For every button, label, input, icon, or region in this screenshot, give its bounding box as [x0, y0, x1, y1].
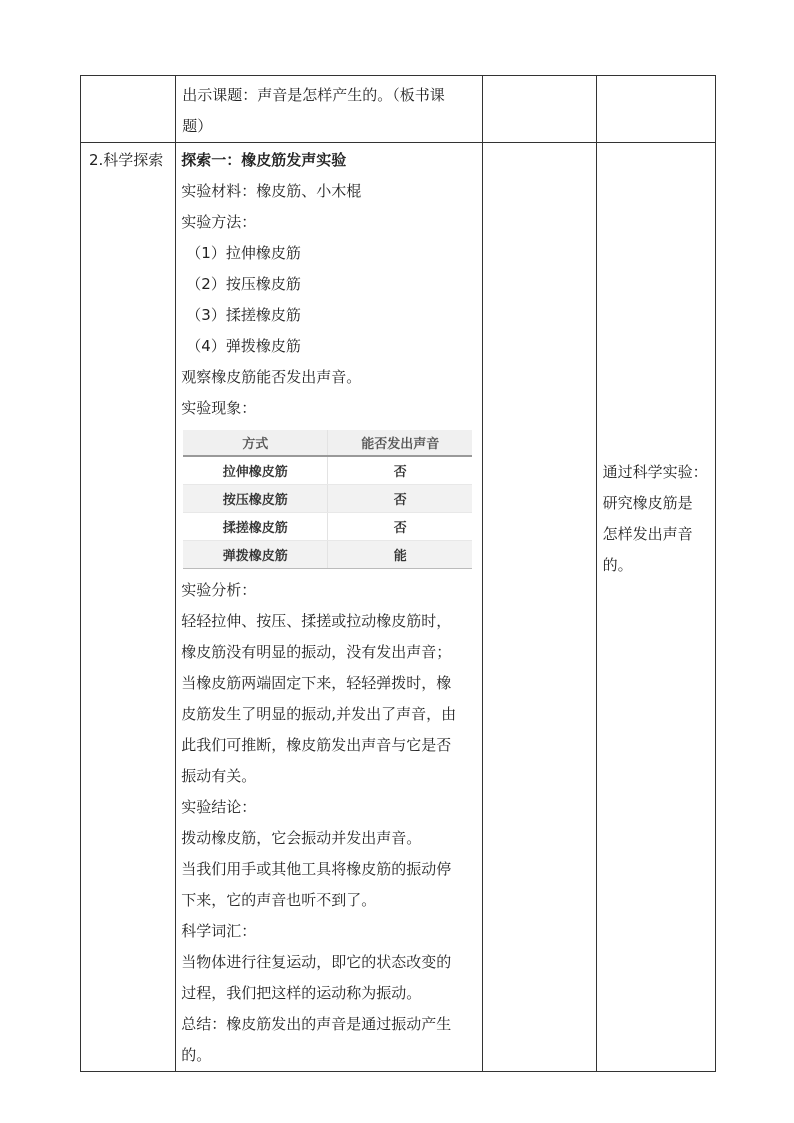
content-cell — [176, 76, 483, 143]
analysis-label: 实验分析： — [181, 581, 257, 599]
method-step: （3）揉搓橡皮筋 — [186, 306, 301, 324]
goal-line: 怎样发出声音 — [602, 525, 693, 543]
result-method-cell: 按压橡皮筋 — [183, 485, 328, 513]
conclusion-line: 拨动橡皮筋，它会振动并发出声音。 — [181, 829, 422, 847]
topic-line: 题） — [182, 117, 213, 135]
method-step: （1）拉伸橡皮筋 — [186, 244, 301, 262]
result-answer-cell: 否 — [328, 456, 473, 485]
result-table — [183, 430, 472, 569]
method-step: （2）按压橡皮筋 — [186, 275, 301, 293]
analysis-line: 橡皮筋没有明显的振动，没有发出声音； — [181, 643, 452, 661]
conclusion-line: 下来，它的声音也听不到了。 — [181, 891, 377, 909]
analysis-line: 皮筋发生了明显的振动,并发出了声音，由 — [181, 705, 457, 723]
result-row — [183, 456, 472, 485]
topic-line: 出示课题：声音是怎样产生的。（板书课 — [182, 86, 445, 104]
analysis-line: 振动有关。 — [181, 767, 257, 785]
content-cell — [176, 143, 483, 1072]
column-header: 能否发出声音 — [328, 430, 473, 456]
table-row — [81, 76, 716, 143]
result-method-cell: 揉搓橡皮筋 — [183, 513, 328, 541]
section-heading: 探索一：橡皮筋发声实验 — [181, 151, 347, 169]
table-row — [81, 143, 716, 1072]
phenomenon-label: 实验现象： — [181, 399, 257, 417]
conclusion-label: 实验结论： — [181, 798, 257, 816]
result-row — [183, 513, 472, 541]
result-row — [183, 541, 472, 569]
analysis-line: 轻轻拉伸、按压、揉搓或拉动橡皮筋时， — [181, 612, 452, 630]
result-answer-cell: 能 — [328, 541, 473, 569]
vocab-label: 科学词汇： — [181, 922, 257, 940]
result-answer-cell: 否 — [328, 513, 473, 541]
result-answer-cell: 否 — [328, 485, 473, 513]
result-row — [183, 485, 472, 513]
materials-text: 实验材料：橡皮筋、小木棍 — [181, 182, 362, 200]
activity-cell — [483, 76, 596, 143]
stage-cell — [81, 143, 176, 1072]
vocab-line: 过程，我们把这样的运动称为振动。 — [181, 984, 422, 1002]
observe-text: 观察橡皮筋能否发出声音。 — [181, 368, 362, 386]
vocab-line: 当物体进行往复运动，即它的状态改变的 — [181, 953, 452, 971]
method-label: 实验方法： — [181, 213, 257, 231]
column-header: 方式 — [183, 430, 328, 456]
goal-cell — [596, 76, 715, 143]
goal-line: 研究橡皮筋是 — [602, 494, 693, 512]
result-table-wrapper — [183, 430, 472, 569]
goal-line: 通过科学实验： — [602, 463, 708, 481]
lesson-plan-table — [80, 75, 716, 1072]
result-table-header — [183, 430, 472, 456]
summary-line: 总结：橡皮筋发出的声音是通过振动产生 — [181, 1015, 452, 1033]
goal-line: 的。 — [602, 556, 633, 574]
result-method-cell: 弹拨橡皮筋 — [183, 541, 328, 569]
summary-line: 的。 — [181, 1046, 212, 1064]
stage-label: 2.科学探索 — [89, 151, 164, 169]
analysis-line: 当橡皮筋两端固定下来，轻轻弹拨时，橡 — [181, 674, 452, 692]
goal-cell — [596, 143, 715, 1072]
conclusion-line: 当我们用手或其他工具将橡皮筋的振动停 — [181, 860, 452, 878]
activity-cell — [483, 143, 596, 1072]
result-method-cell: 拉伸橡皮筋 — [183, 456, 328, 485]
stage-cell — [81, 76, 176, 143]
method-step: （4）弹拨橡皮筋 — [186, 337, 301, 355]
analysis-line: 此我们可推断，橡皮筋发出声音与它是否 — [181, 736, 452, 754]
